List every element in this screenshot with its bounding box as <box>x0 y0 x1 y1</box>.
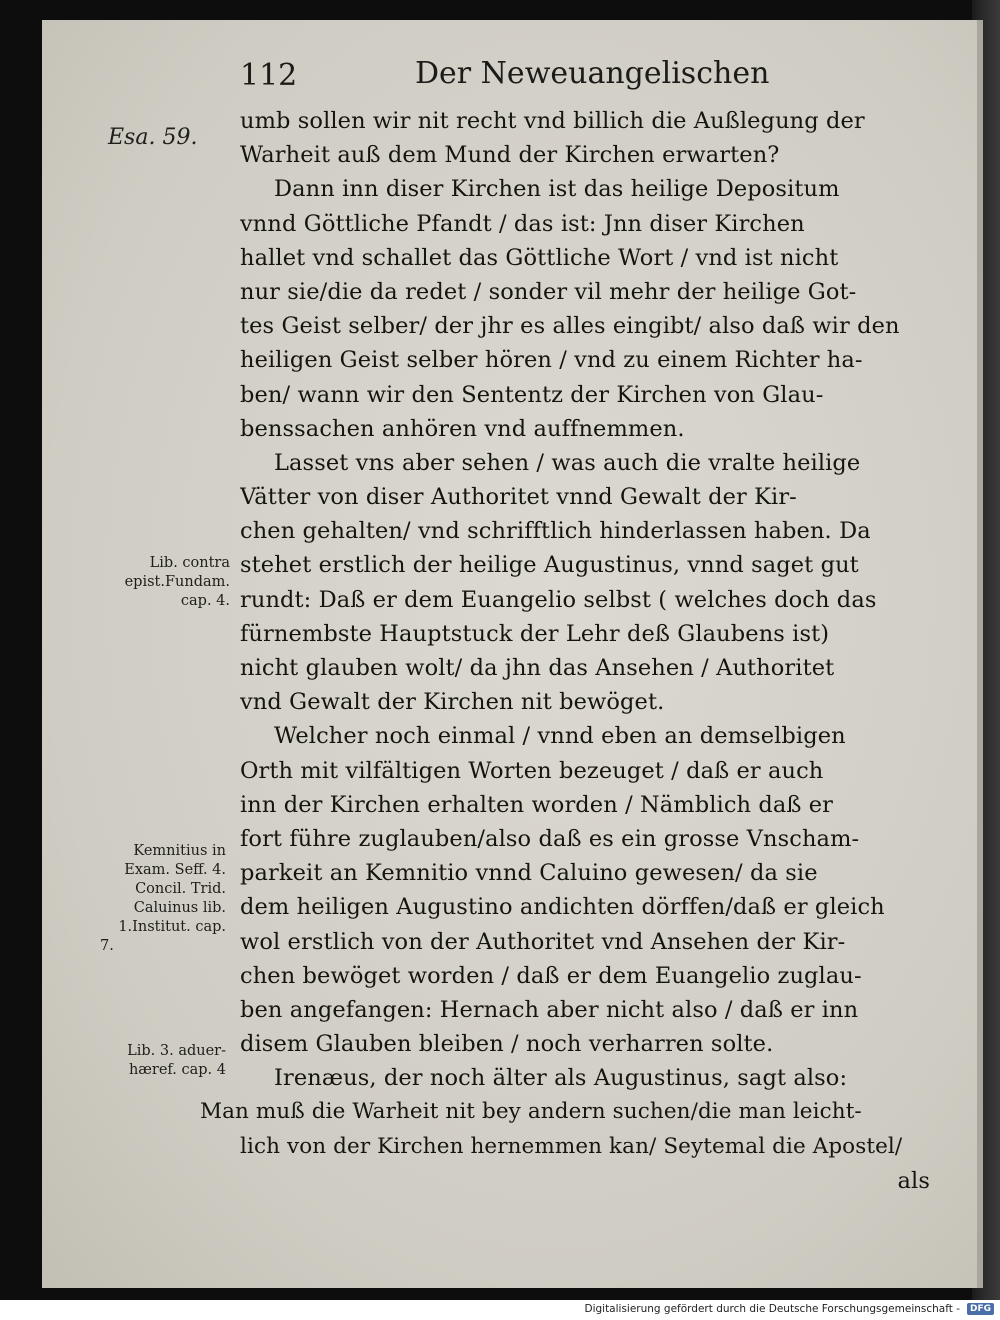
text-line: vnd Gewalt der Kirchen nit bewöget. <box>240 689 665 716</box>
text-line: hallet vnd schallet das Göttliche Wort / vnd ist nicht <box>240 244 839 271</box>
footer-credit: Digitalisierung gefördert durch die Deutsche Forschungsgemeinschaft - <box>584 1303 960 1315</box>
text-line: Irenæus, der noch älter als Augustinus, sagt also: <box>274 1065 848 1092</box>
margin-note-line: epist.Fundam. <box>124 574 230 590</box>
text-line: disem Glauben bleiben / noch verharren solte. <box>240 1031 774 1058</box>
page-number: 112 <box>240 58 298 93</box>
text-line: umb sollen wir nit recht vnd billich die Außlegung der <box>240 108 865 134</box>
margin-note-line: 7. <box>100 938 114 954</box>
text-line: vnnd Göttliche Pfandt / das ist: Jnn diser Kirchen <box>240 210 805 237</box>
text-line: heiligen Geist selber hören / vnd zu einem Richter ha- <box>240 347 863 374</box>
margin-note-line: Lib. 3. aduer- <box>127 1043 226 1059</box>
margin-note-esa <box>108 125 228 150</box>
text-line: wol erstlich von der Authoritet vnd Ansehen der Kir- <box>240 928 846 955</box>
text-line: inn der Kirchen erhalten worden / Nämblich daß er <box>240 791 834 818</box>
margin-note-line: Lib. contra <box>149 555 230 571</box>
text-line: rundt: Daß er dem Euangelio selbst ( welches doch das <box>240 586 877 613</box>
page-header <box>200 50 770 93</box>
text-line: Warheit auß dem Mund der Kirchen erwarten? <box>240 142 780 169</box>
text-line: benssachen anhören vnd auffnemmen. <box>240 415 685 442</box>
text-line: fürnembste Hauptstuck der Lehr deß Glaubens ist) <box>240 620 830 647</box>
dfg-logo-icon: DFG <box>967 1303 994 1315</box>
margin-note-esa-text: Esa. 59. <box>108 125 198 150</box>
text-line: tes Geist selber/ der jhr es alles eingibt/ also daß wir den <box>240 313 900 340</box>
margin-note-line: Exam. Seff. 4. <box>124 862 226 878</box>
margin-note-line: Kemnitius in <box>133 843 226 859</box>
margin-note-lib3 <box>86 1042 226 1080</box>
footer-bar <box>0 1300 1000 1320</box>
text-line: chen gehalten/ vnd schrifftlich hinderlassen haben. Da <box>240 518 871 545</box>
text-line: chen bewöget worden / daß er dem Euangelio zuglau- <box>240 962 862 989</box>
text-line: dem heiligen Augustino andichten dörffen/daß er gleich <box>240 894 885 921</box>
text-line: lich von der Kirchen hernemmen kan/ Seytemal die Apostel/ <box>240 1133 903 1159</box>
text-line: ben/ wann wir den Sententz der Kirchen von Glau- <box>240 381 824 408</box>
text-line: parkeit an Kemnitio vnnd Caluino gewesen/ da sie <box>240 860 818 887</box>
text-line: Vätter von diser Authoritet vnnd Gewalt der Kir- <box>240 484 797 511</box>
text-line: Orth mit vilfältigen Worten bezeuget / daß er auch <box>240 757 824 784</box>
margin-note-line: Concil. Trid. <box>135 881 226 897</box>
text-line: Welcher noch einmal / vnnd eben an demselbigen <box>274 723 846 750</box>
margin-note-lib-contra <box>90 554 230 611</box>
running-head: Der Neweuangelischen <box>415 56 770 91</box>
text-line: fort führe zuglauben/also daß es ein grosse Vnscham- <box>240 825 860 852</box>
text-line: Dann inn diser Kirchen ist das heilige Depositum <box>274 176 840 203</box>
margin-note-line: hæref. cap. 4 <box>128 1062 226 1078</box>
text-line: stehet erstlich der heilige Augustinus, vnnd saget gut <box>240 552 859 579</box>
margin-note-kemnitius <box>86 842 226 956</box>
margin-note-line: cap. 4. <box>180 593 230 609</box>
margin-note-line: Caluinus lib. <box>133 900 226 916</box>
text-line: Man muß die Warheit nit bey andern suchen/die man leicht- <box>200 1099 862 1125</box>
text-line: nicht glauben wolt/ da jhn das Ansehen / Authoritet <box>240 655 835 681</box>
text-line: Lasset vns aber sehen / was auch die vralte heilige <box>274 449 861 476</box>
margin-note-line: 1.Institut. cap. <box>118 919 226 935</box>
text-line: nur sie/die da redet / sonder vil mehr der heilige Got- <box>240 278 857 305</box>
text-line: ben angefangen: Hernach aber nicht also / daß er inn <box>240 996 859 1023</box>
catchword: als <box>897 1167 930 1194</box>
